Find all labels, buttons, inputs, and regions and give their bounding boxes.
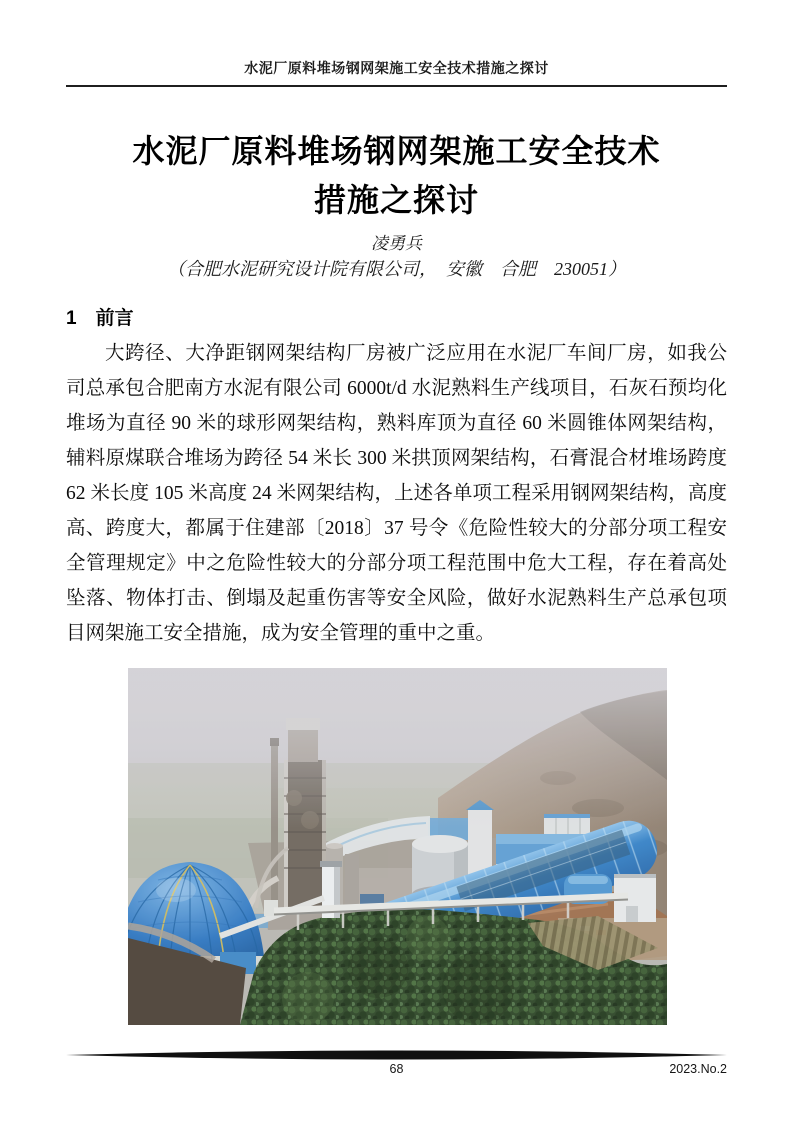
plant-photo-illustration [128,668,667,1025]
issue-label: 2023.No.2 [669,1062,727,1076]
article-title-line2: 措施之探讨 [313,182,479,218]
section-title: 前言 [95,308,134,329]
section-heading [66,303,134,330]
footer [66,1062,727,1080]
running-header: 水泥厂原料堆场钢网架施工安全技术措施之探讨 [66,58,727,87]
article-title-line1: 水泥厂原料堆场钢网架施工安全技术 [132,133,661,169]
author-affiliation: （合肥水泥研究设计院有限公司， 安徽 合肥 230051） [167,259,626,279]
author-name: 凌勇兵 [371,234,422,253]
plant-aerial-photo [128,668,667,1025]
body-paragraph: 大跨径、大净距钢网架结构厂房被广泛应用在水泥厂车间厂房，如我公司总承包合肥南方水泥有限公司 6000t/d 水泥熟料生产线项目，石灰石预均化堆场为直径 90 米的球形网架结构，熟料库顶为直径 60 米圆锥体网架结构，辅料原煤联合堆场为跨径 54 米长 300 米拱顶网架结构，石膏混合材堆场跨度 62 米长度 105 米高度 24 米网架结构，上述各单项工程采用钢网架结构，高度高、跨度大，都属于住建部〔2018〕37 号令《危险性较大的分部分项工程安全管理规定》中之危险性较大的分部分项工程范围中危大工程，存在着高处坠落、物体打击、倒塌及起重伤害等安全风险，做好水泥熟料生产总承包项目网架施工安全措施，成为安全管理的重中之重。 [66,343,727,644]
section-number: 1 [66,308,77,329]
article-title [66,127,727,225]
page-number: 68 [389,1062,404,1076]
footer-rule [66,1049,727,1061]
